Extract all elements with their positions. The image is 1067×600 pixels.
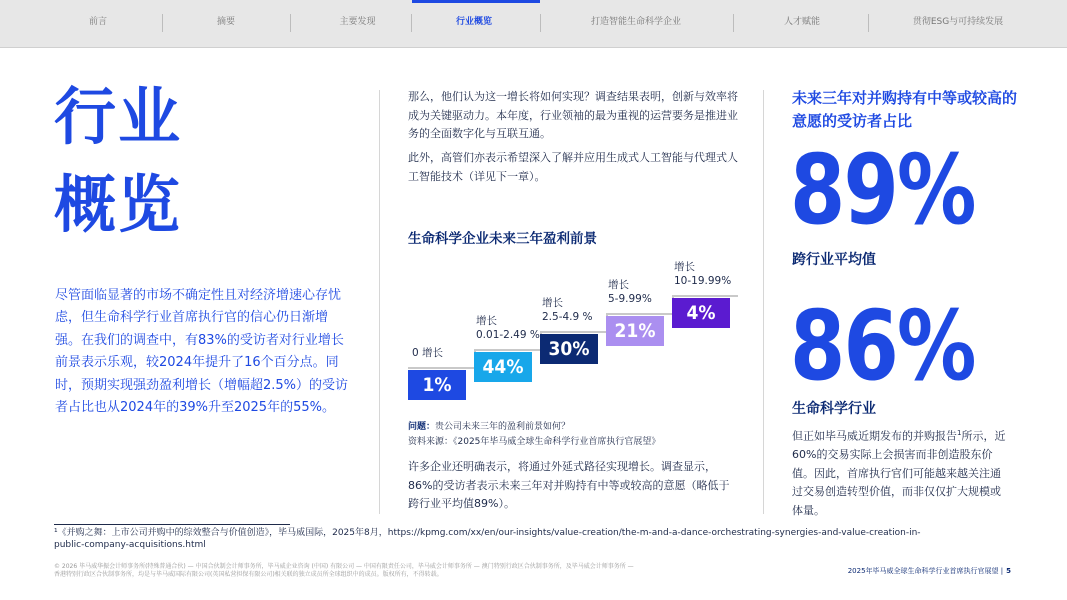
chart-category-label-line: 增长: [674, 261, 695, 273]
chart-category-label-line: 增长: [608, 279, 629, 291]
chart-question: [408, 419, 570, 432]
footnote-divider: [54, 524, 290, 525]
chart-bar: [474, 352, 532, 382]
chart-category-label-line: 2.5-4.9 %: [542, 311, 593, 323]
chart-data-label: 1%: [422, 374, 452, 396]
chart-bar: [540, 334, 598, 364]
page-number: 5: [1006, 567, 1011, 575]
nav-item-preface[interactable]: 前言: [88, 17, 107, 27]
intro-paragraph: 尽管面临显著的市场不确定性且对经济增速心存忧虑，但生命科学行业首席执行官的信心仍日渐增强。在我们的调查中，有83%的受访者对行业增长前景表示乐观，较2024年提升了16个百分点。同时，预期实现强劲盈利增长（增幅超2.5%）的受访者占比也从2024年的39%升至2025年的55%。: [55, 288, 349, 416]
footnote: ¹《并购之舞：上市公司并购中的综效整合与价值创造》，毕马威国际，2025年8月，https://kpmg.com/xx/en/our-insights/value-creation/the-m-and-a-dance-orchestrating-synergies-and-value-creation-in-public-company-acquisitions.html: [54, 528, 921, 550]
column-divider-left: [379, 90, 380, 514]
question-text: 贵公司未来三年的盈利前景如何？: [435, 422, 571, 432]
middle-paragraph-2: 此外，高管们亦表示希望深入了解并应用生成式人工智能与代理式人工智能技术（详见下一章）。: [408, 151, 738, 183]
stat-life-sciences: 86%: [790, 290, 975, 402]
middle-paragraph-1: 那么，他们认为这一增长将如何实现？调查结果表明，创新与效率将成为关键驱动力。本年度，行业领袖的最为重视的运营要务是推进业务的全面数字化与互联互通。: [408, 90, 738, 140]
chart-data-label: 21%: [614, 320, 656, 342]
chart-category-label: [608, 278, 652, 306]
chart-bar: [408, 370, 466, 400]
chart-category-label: [412, 346, 443, 360]
nav-item-summary[interactable]: 摘要: [216, 17, 235, 27]
top-nav: [0, 0, 1067, 48]
stat-cross-industry-label: 跨行业平均值: [792, 252, 876, 268]
nav-item-intelligent-enterprise[interactable]: 打造智能生命科学企业: [590, 17, 681, 27]
page-separator: |: [998, 567, 1004, 575]
right-paragraph-part2: 所示，近60%的交易实际上会损害而非创造股东价值。因此，首席执行官们可能越来越关注通过交易创造转型价值，而非仅仅扩大规模或体量。: [792, 429, 1006, 517]
stat-life-sciences-label: 生命科学行业: [792, 401, 876, 417]
chart-data-label: 44%: [482, 356, 524, 378]
nav-divider: [290, 14, 291, 32]
middle-paragraph-3: 许多企业还明确表示，将通过外延式路径实现增长。调查显示，86%的受访者表示未来三年对并购持有中等或较高的意愿（略低于跨行业平均值89%）。: [408, 460, 730, 510]
page-info: [848, 566, 1011, 576]
nav-divider: [411, 14, 412, 32]
chart-category-label: [674, 260, 731, 288]
stat-cross-industry-average: 89%: [790, 134, 975, 246]
chart-title: 生命科学企业未来三年盈利前景: [408, 231, 597, 247]
page-title-line1: 行业: [54, 80, 183, 153]
chart-category-label-line: 10-19.99%: [674, 275, 732, 287]
nav-divider: [162, 14, 163, 32]
chart-bar: [606, 316, 664, 346]
nav-divider: [868, 14, 869, 32]
report-name: 2025年毕马威全球生命科学行业首席执行官展望: [847, 567, 999, 575]
ma-intent-heading: 未来三年对并购持有中等或较高的意愿的受访者占比: [792, 89, 1018, 130]
chart-step-line: [540, 331, 606, 333]
right-paragraph: [792, 424, 1006, 520]
chart-category-label: [476, 314, 540, 342]
nav-item-esg[interactable]: 贯彻ESG与可持续发展: [912, 17, 1004, 27]
chart-category-label-line: 增长: [476, 315, 497, 327]
nav-item-industry-overview[interactable]: 行业概览: [455, 17, 492, 27]
chart-category-label: [542, 296, 593, 324]
nav-item-talent[interactable]: 人才赋能: [783, 17, 820, 27]
right-paragraph-part1: 但正如毕马威近期发布的并购报告: [792, 429, 957, 443]
chart-category-label-line: 增长: [542, 297, 563, 309]
chart-category-label-line: 0.01-2.49 %: [476, 329, 540, 341]
nav-divider: [540, 14, 541, 32]
chart-source: 资料来源：《2025年毕马威全球生命科学行业首席执行官展望》: [408, 437, 661, 447]
chart-category-label-line: 0 增长: [412, 347, 444, 359]
footnote-ref: 1: [957, 429, 962, 437]
chart-step-line: [672, 295, 738, 297]
column-divider-right: [763, 90, 764, 514]
page-title-line2: 概览: [54, 168, 183, 241]
nav-divider: [733, 14, 734, 32]
chart-step-line: [606, 313, 672, 315]
chart-step-line: [408, 367, 474, 369]
nav-item-key-findings[interactable]: 主要发现: [339, 17, 376, 27]
chart-bar: [672, 298, 730, 328]
chart-category-label-line: 5-9.99%: [608, 293, 652, 305]
question-label: 问题：: [408, 422, 436, 432]
chart-data-label: 4%: [686, 302, 716, 324]
chart-step-line: [474, 349, 540, 351]
legal-disclaimer: © 2026 毕马威华振会计师事务所(特殊普通合伙) — 中国合伙制会计师事务所，毕马威企业咨询 (中国) 有限公司 — 中国有限责任公司，毕马威会计师事务所 — 澳门特别行政区合伙制事务所，及毕马威会计师事务所 — 香港特别行政区合伙制事务所，均是与毕马威国际有限公司(英国私营担保有限公司)相关联的独立成员所全球组织中的成员。版权所有，不得转载。: [54, 563, 634, 578]
chart-data-label: 30%: [548, 338, 590, 360]
